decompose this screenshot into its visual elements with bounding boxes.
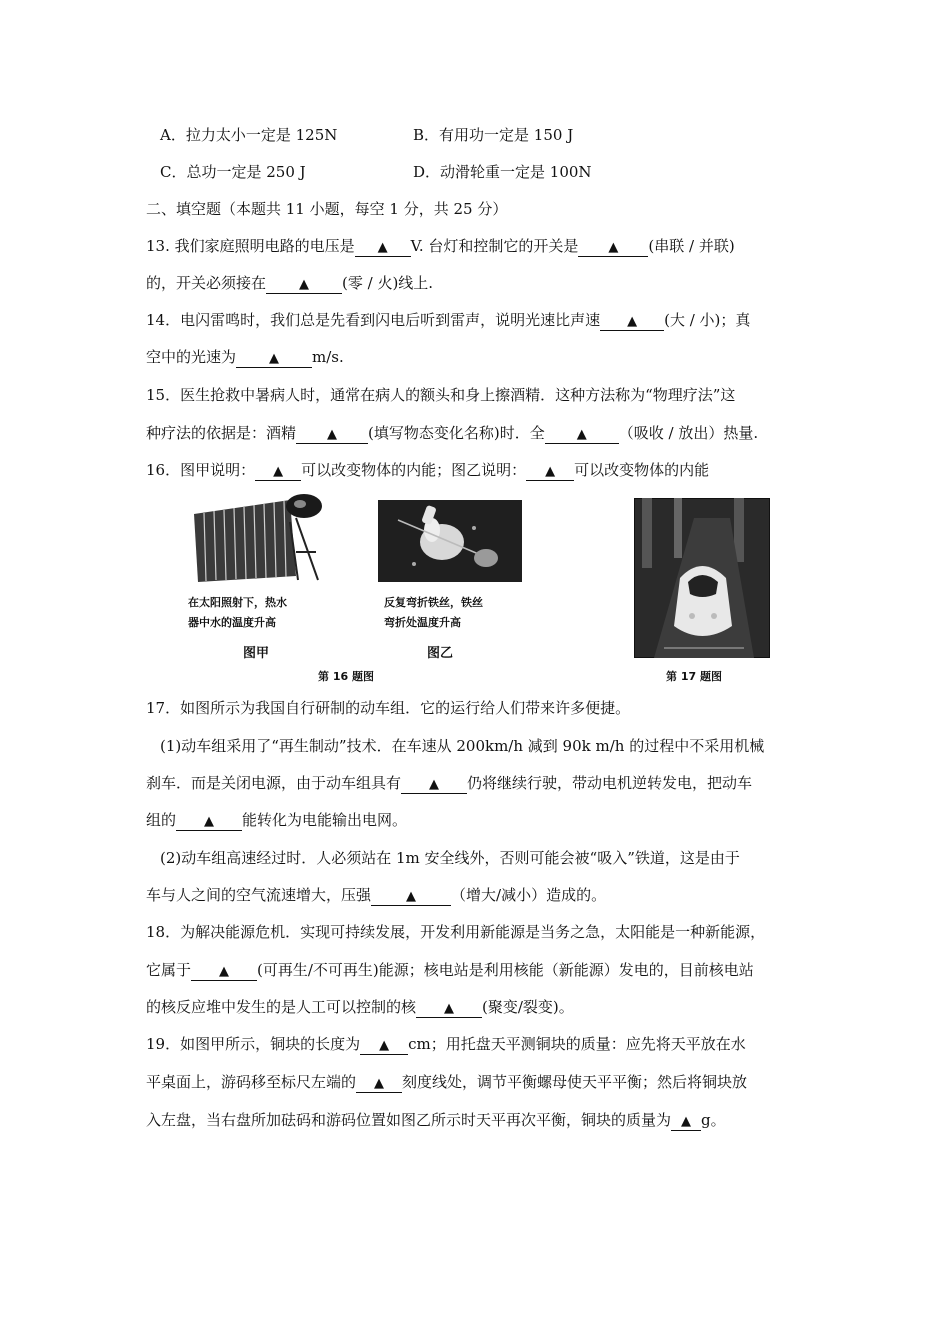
question-13-line-2: 的，开关必须接在 ▲ (零 / 火)线上. [146,274,434,292]
answer-blank: ▲ [255,462,301,481]
answer-blank: ▲ [296,425,368,444]
question-19-line-2: 平桌面上，游码移至标尺左端的 ▲ 刻度线处，调节平衡螺母使天平平衡；然后将铜块放 [146,1073,748,1091]
question-17-part-2-line-2: 车与人之间的空气流速增大，压强 ▲ （增大/减小）造成的。 [146,886,607,904]
answer-blank: ▲ [545,425,619,444]
option-c: C．总功一定是 250 J [160,163,306,181]
answer-blank: ▲ [191,962,257,981]
answer-blank: ▲ [371,887,451,906]
answer-blank: ▲ [671,1112,701,1131]
option-b: B．有用功一定是 150 J [413,126,574,144]
question-18-line-2: 它属于 ▲ (可再生/不可再生)能源；核电站是利用核能（新能源）发电的，目前核电站 [146,961,754,979]
figure-yi-label: 图乙 [427,646,454,661]
answer-blank: ▲ [176,812,242,831]
answer-blank: ▲ [360,1036,408,1055]
bending-wire-image [378,500,522,582]
answer-blank: ▲ [355,238,411,257]
solar-water-heater-image [186,492,330,588]
answer-blank: ▲ [526,462,574,481]
figure-17-caption: 第 17 题图 [666,670,722,683]
figure-16-caption: 第 16 题图 [318,670,374,683]
question-14-line-2: 空中的光速为 ▲ m/s. [146,348,344,366]
answer-blank: ▲ [236,349,312,368]
section-title: 二、填空题（本题共 11 小题，每空 1 分，共 25 分） [146,200,508,218]
question-17-intro: 17．如图所示为我国自行研制的动车组．它的运行给人们带来许多便捷。 [146,699,631,717]
option-d: D．动滑轮重一定是 100N [413,163,592,181]
question-19-line-3: 入左盘，当右盘所加砝码和游码位置如图乙所示时天平再次平衡，铜块的质量为 ▲ g。 [146,1111,726,1129]
question-14-line-1: 14．电闪雷鸣时，我们总是先看到闪电后听到雷声，说明光速比声速 ▲ (大 / 小)；真 [146,311,751,329]
answer-blank: ▲ [356,1074,402,1093]
question-16-line: 16．图甲说明： ▲ 可以改变物体的内能；图乙说明： ▲ 可以改变物体的内能 [146,461,710,479]
question-17-part-1-line-1: (1)动车组采用了“再生制动”技术．在车速从 200km/h 减到 90k m/h 的过程中不采用机械 [160,737,765,755]
answer-blank: ▲ [600,312,664,331]
question-17-part-1-line-3: 组的 ▲ 能转化为电能输出电网。 [146,811,408,829]
option-a: A．拉力太小一定是 125N [160,126,338,144]
figure-jia-text-line-2: 器中水的温度升高 [188,616,276,629]
question-17-part-2-line-1: (2)动车组高速经过时．人必须站在 1m 安全线外，否则可能会被“吸入”铁道，这是由于 [160,849,740,867]
figure-yi-text-line-1: 反复弯折铁丝，铁丝 [384,596,483,609]
question-19-line-1: 19．如图甲所示，铜块的长度为 ▲ cm；用托盘天平测铜块的质量：应先将天平放在水 [146,1035,746,1053]
question-18-line-1: 18．为解决能源危机．实现可持续发展，开发利用新能源是当务之急，太阳能是一种新能源， [146,923,766,941]
answer-blank: ▲ [578,238,648,257]
figure-yi-text-line-2: 弯折处温度升高 [384,616,461,629]
bullet-train-image [634,498,770,658]
question-18-line-3: 的核反应堆中发生的是人工可以控制的核 ▲ (聚变/裂变)。 [146,998,574,1016]
answer-blank: ▲ [401,775,467,794]
question-15-line-2: 种疗法的依据是：酒精 ▲ (填写物态变化名称)时．全 ▲ （吸收 / 放出）热量. [146,424,759,442]
answer-blank: ▲ [416,999,482,1018]
question-13-line-1: 13. 我们家庭照明电路的电压是 ▲ V. 台灯和控制它的开关是 ▲ (串联 / 并联) [146,237,735,255]
question-15-line-1: 15．医生抢救中暑病人时，通常在病人的额头和身上擦酒精．这种方法称为“物理疗法”这 [146,386,736,404]
figure-jia-text-line-1: 在太阳照射下，热水 [188,596,287,609]
question-17-part-1-line-2: 刹车．而是关闭电源，由于动车组具有 ▲ 仍将继续行驶，带动电机逆转发电，把动车 [146,774,753,792]
figure-jia-label: 图甲 [243,646,270,661]
answer-blank: ▲ [266,275,342,294]
